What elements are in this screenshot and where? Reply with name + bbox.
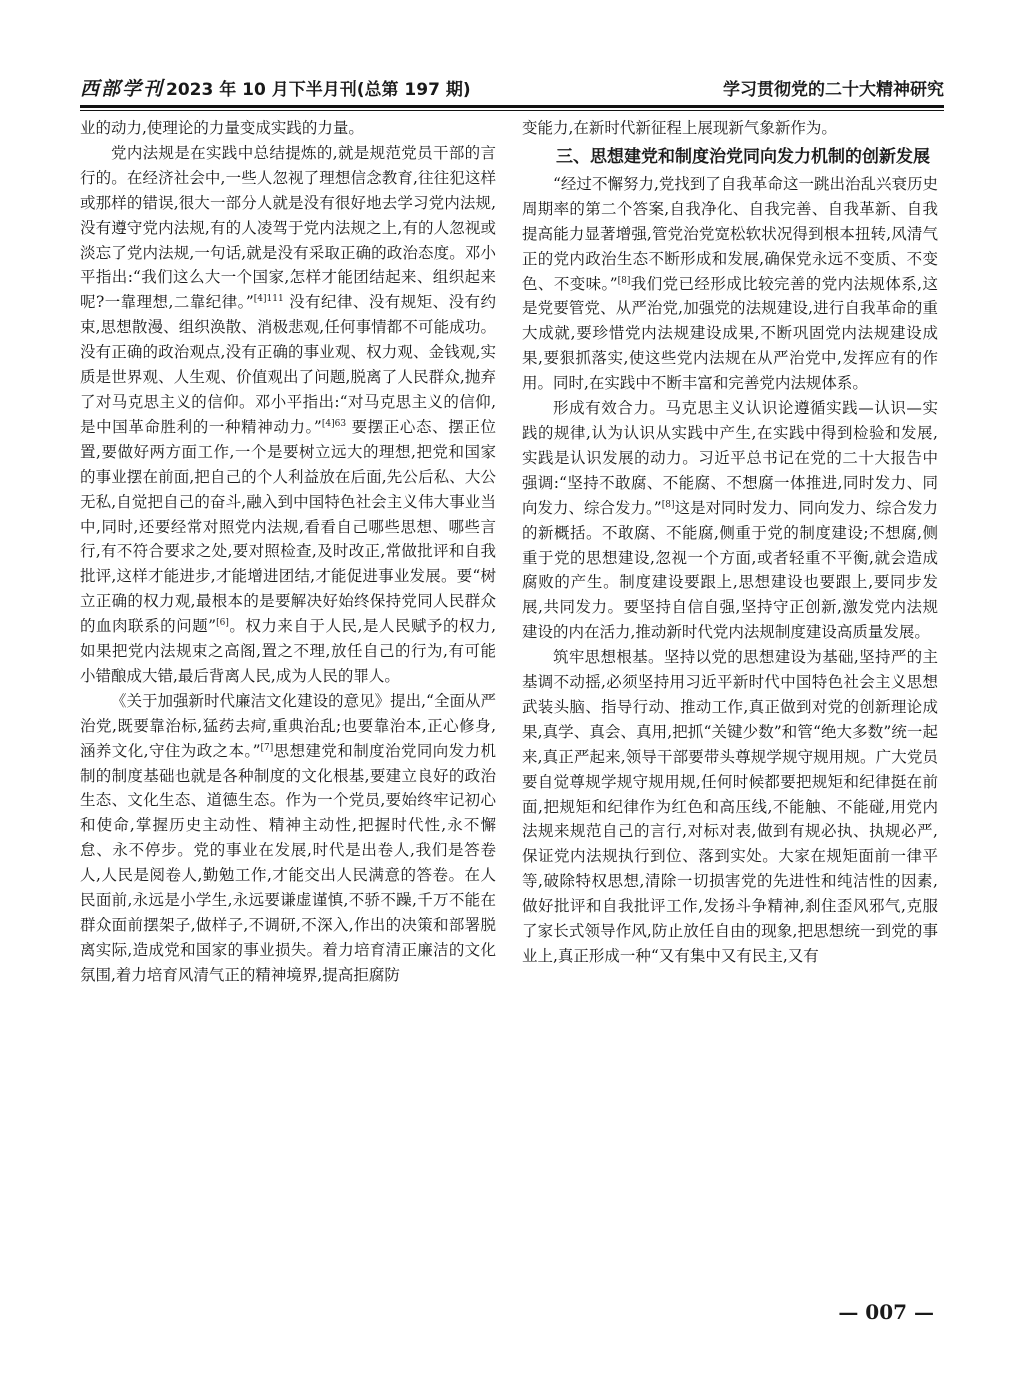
paragraph-text: 业的动力,使理论的力量变成实践的力量。 [80,119,364,137]
left-column [80,116,496,988]
paragraph [80,141,496,689]
citation: [4]111 [253,294,284,305]
paragraph-text: 要摆正心态、摆正位置,要做好两方面工作,一个是要树立远大的理想,把党和国家的事业摆在前面,把自己的个人利益放在后面,先公后私、大公无私,自觉把自己的奋斗,融入到中国特色社会主义伟大事业当中,同时,还要经常对照党内法规,看看自己哪些思想、哪些言行,有不符合要求之处,要对照检查,及时改正,常做批评和自我批评,这样才能进步,才能增进团结,才能促进事业发展。要“树立正确的权力观,最根本的是要解决好始终保持党同人民群众的血肉联系的问题” [80,417,496,636]
citation: [8] [617,275,631,286]
paragraph-text: 。权力来自于人民,是人民赋予的权力,如果把党内法规束之高阁,置之不理,放任自己的行为,有可能小错酿成大错,最后背离人民,成为人民的罪人。 [80,617,496,685]
header-rule-thin [80,110,944,111]
paragraph-text: 这是对同时发力、同向发力、综合发力的新概括。不敢腐、不能腐,侧重于党的制度建设;不想腐,侧重于党的思想建设,忽视一个方面,或者轻重不平衡,就会造成腐败的产生。制度建设要跟上,思想建设也要跟上,要同步发展,共同发力。要坚持自信自强,坚持守正创新,激发党内法规建设的内在活力,推动新时代党内法规制度建设高质量发展。 [522,498,938,642]
paragraph-text: 形成有效合力。马克思主义认识论遵循实践—认识—实践的规律,认为认识从实践中产生,在实践中得到检验和发展,实践是认识发展的动力。习近平总书记在党的二十大报告中强调:“坚持不敢腐、不能腐、不想腐一体推进,同时发力、同向发力、综合发力。” [522,399,938,517]
paragraph-text: 没有纪律、没有规矩、没有约束,思想散漫、组织涣散、消极悲观,任何事情都不可能成功。没有正确的政治观点,没有正确的事业观、权力观、金钱观,实质是世界观、人生观、价值观出了问题,脱离了人民群众,抛弃了对马克思主义的信仰。邓小平指出:“对马克思主义的信仰,是中国革命胜利的一种精神动力。” [80,293,496,436]
paragraph [522,645,938,969]
header-rule-thick [80,105,944,108]
citation: [8] [661,499,675,510]
issue-info: 2023 年 10 月下半月刊(总第 197 期) [166,79,471,100]
paragraph [80,116,496,141]
paragraph-text: 《关于加强新时代廉洁文化建设的意见》提出,“全面从严治党,既要靠治标,猛药去疴,重典治乱;也要靠治本,正心修身,涵养文化,守住为政之本。” [80,691,496,760]
paragraph [522,172,938,396]
section-title: 学习贯彻党的二十大精神研究 [723,79,944,100]
journal-name-logo: 西部学刊 [80,77,165,100]
paragraph-text: 思想建党和制度治党同向发力机制的制度基础也就是各种制度的文化根基,要建立良好的政治生态、文化生态、道德生态。作为一个党员,要始终牢记初心和使命,掌握历史主动性、精神主动性,把握时代性,永不懈怠、永不停步。党的事业在发展,时代是出卷人,我们是答卷人,人民是阅卷人,勤勉工作,才能交出人民满意的答卷。在人民面前,永远是小学生,永远要谦虚谨慎,不骄不躁,千万不能在群众面前摆架子,做样子,不调研,不深入,作出的决策和部署脱离实际,造成党和国家的事业损失。着力培育清正廉洁的文化氛围,着力培育风清气正的精神境界,提高拒腐防 [80,741,496,984]
paragraph-text: 党内法规是在实践中总结提炼的,就是规范党员干部的言行的。在经济社会中,一些人忽视了理想信念教育,往往犯这样或那样的错误,很大一部分人就是没有很好地去学习党内法规,没有遵守党内法规,有的人凌驾于党内法规之上,有的人忽视或淡忘了党内法规,一句话,就是没有采取正确的政治态度。邓小平指出:“我们这么大一个国家,怎样才能团结起来、组织起来呢?一靠理想,二靠纪律。” [80,143,496,312]
paragraph-text: 筑牢思想根基。坚持以党的思想建设为基础,坚持严的主基调不动摇,必须坚持用习近平新时代中国特色社会主义思想武装头脑、指导行动、推动工作,真正做到对党的创新理论成果,真学、真会、真用,把抓“关键少数”和管“绝大多数”统一起来,真正严起来,领导干部要带头尊规学规守规用规。广大党员要自觉尊规学规守规用规,任何时候都要把规矩和纪律挺在前面,把规矩和纪律作为红色和高压线,不能触、不能碰,用党内法规来规范自己的言行,对标对表,做到有规必执、执规必严,保证党内法规执行到位、落到实处。大家在规矩面前一律平等,破除特权思想,清除一切损害党的先进性和纯洁性的因素,做好批评和自我批评工作,发扬斗争精神,刹住歪风邪气,克服了家长式领导作风,防止放任自由的现象,把思想统一到党的事业上,真正形成一种“又有集中又有民主,又有 [522,648,938,965]
paragraph [522,116,938,141]
paragraph-text: “经过不懈努力,党找到了自我革命这一跳出治乱兴衰历史周期率的第二个答案,自我净化、自我完善、自我革新、自我提高能力显著增强,管党治党宽松软状况得到根本扭转,风清气正的党内政治生态不断形成和发展,确保党永远不变质、不变色、不变味。” [522,174,938,293]
paragraph-text: 我们党已经形成比较完善的党内法规体系,这是党要管党、从严治党,加强党的法规建设,进行自我革命的重大成就,要珍惜党内法规建设成果,不断巩固党内法规建设成果,要狠抓落实,使这些党内法规在从严治党中,发挥应有的作用。同时,在实践中不断丰富和完善党内法规体系。 [522,274,938,393]
citation: [7] [260,742,274,753]
right-column [522,116,938,969]
running-header [80,70,944,104]
paragraph-text: 变能力,在新时代新征程上展现新气象新作为。 [522,119,837,137]
header-left [80,74,471,101]
page-number: — 007 — [838,1300,934,1324]
section-heading: 三、思想建党和制度治党同向发力机制的创新发展 [556,146,930,167]
paragraph [80,689,496,988]
paragraph [522,396,938,645]
citation: [4]63 [321,418,347,429]
citation: [6] [216,618,229,629]
